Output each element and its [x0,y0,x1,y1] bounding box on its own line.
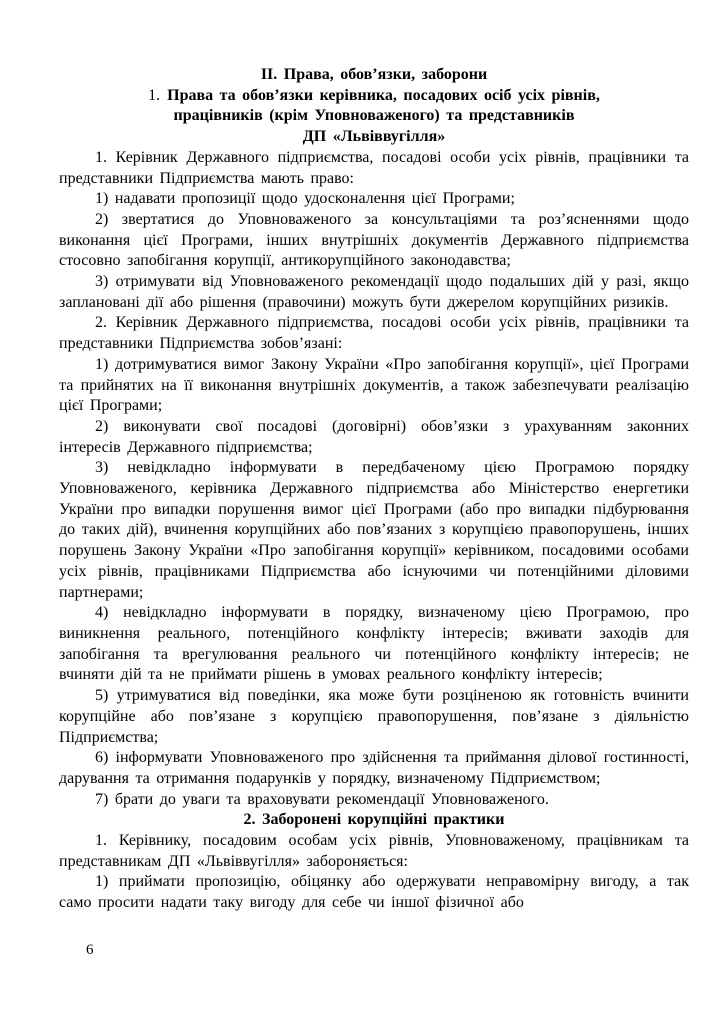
paragraph-duties-item-3: 3) невідкладно інформувати в передбаченому цією Програмою порядку Уповноваженого, керівника Державного підприємства або Міністерство енергетики України про випадки порушення вимог цієї Програми (або про випадки підбурювання до таких дій), вчинення корупційних або пов’язаних з корупцією правопорушень, інших порушень Закону України «Про запобігання корупції» керівником, посадовими особами усіх рівнів, працівниками Підприємства або існуючими чи потенційними діловими партнерами; [59,459,689,601]
section1-heading-title: Права та обов’язки керівника, посадових осіб усіх рівнів, [167,86,600,104]
section1-heading-line3: ДП «Львіввугілля» [302,128,446,146]
paragraph-duties-item-1: 1) дотримуватися вимог Закону України «Про запобігання корупції», цієї Програми та прийнятих на її виконання внутрішніх документів, а також забезпечувати реалізацію цієї Програми; [59,355,689,415]
document-content [59,65,689,914]
paragraph-rights-intro: 1. Керівник Державного підприємства, посадові особи усіх рівнів, працівники та представники Підприємства мають право: [59,148,689,187]
paragraph-rights-item-3: 3) отримувати від Уповноваженого рекомендації щодо подальших дій у разі, якщо заплановані дії або рішення (правочини) можуть бути джерелом корупційних ризиків. [59,273,689,311]
section1-heading-number: 1. [148,86,161,104]
page-number: 6 [86,942,94,958]
paragraph-duties-item-6: 6) інформувати Уповноваженого про здійснення та приймання ділової гостинності, дарування та отримання подарунків у порядку, визначеному Підприємством; [59,749,689,787]
chapter-heading: II. Права, обов’язки, заборони [260,66,488,83]
paragraph-duties-item-7: 7) брати до уваги та враховувати рекомендації Уповноваженого. [95,790,549,808]
paragraph-rights-item-2: 2) звертатися до Уповноваженого за консультаціями та роз’ясненнями щодо виконання цієї Програми, інших внутрішніх документів Державного підприємства стосовно запобігання корупції, антикорупційного законодавства; [59,210,689,270]
paragraph-prohibited-item-1: 1) приймати пропозицію, обіцянку або одержувати неправомірну вигоду, а так само просити надати таку вигоду для себе чи іншої фізичної або [59,873,689,912]
section1-heading-line2: працівників (крім Уповноваженого) та представників [173,107,575,125]
paragraph-prohibited-intro: 1. Керівнику, посадовим особам усіх рівнів, Уповноваженому, працівникам та представникам ДП «Львіввугілля» забороняється: [59,832,689,870]
paragraph-duties-intro: 2. Керівник Державного підприємства, посадові особи усіх рівнів, працівники та представники Підприємства зобов’язані: [59,314,689,353]
paragraph-duties-item-4: 4) невідкладно інформувати в порядку, визначеному цією Програмою, про виникнення реального, потенційного конфлікту інтересів; вживати заходів для запобігання та врегулювання реального чи потенційного конфлікту інтересів; не вчиняти дій та не приймати рішень в умовах реального конфлікту інтересів; [59,604,689,684]
section2-heading: 2. Заборонені корупційні практики [243,811,505,829]
section1-heading-line1 [59,86,689,107]
paragraph-rights-item-1: 1) надавати пропозиції щодо удосконалення цієї Програми; [95,190,515,208]
paragraph-duties-item-5: 5) утримуватися від поведінки, яка може бути розціненою як готовність вчинити корупційне або пов’язане з корупцією правопорушення, пов’язане з діяльністю Підприємства; [59,687,689,746]
paragraph-duties-item-2: 2) виконувати свої посадові (договірні) обов’язки з урахуванням законних інтересів Державного підприємства; [59,417,689,456]
